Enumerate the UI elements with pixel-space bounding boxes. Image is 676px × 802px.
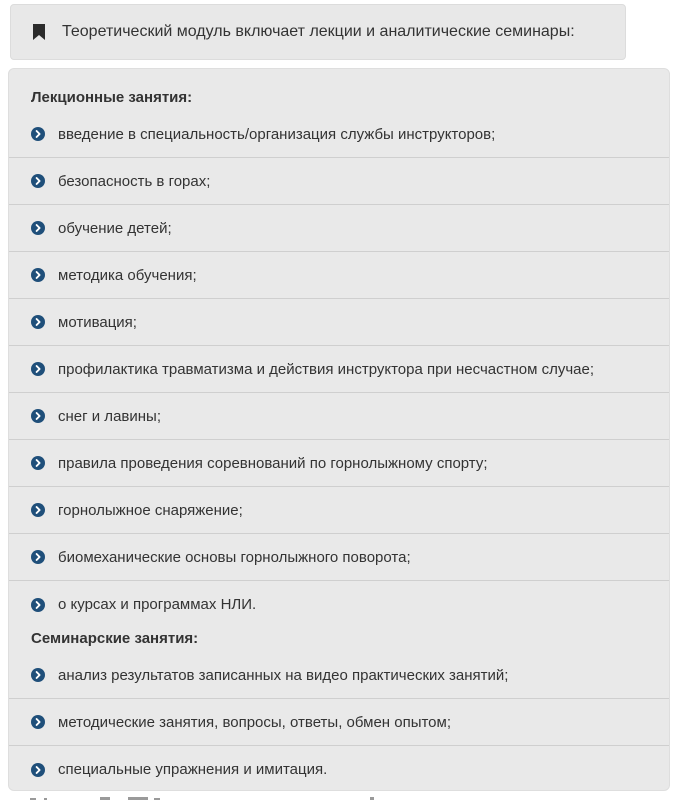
list-item: [9, 440, 669, 487]
chevron-circle-right-icon: [31, 362, 45, 376]
list-item: [9, 205, 669, 252]
list-item-text: правила проведения соревнований по горнолыжному спорту;: [58, 454, 488, 472]
list-item: [9, 487, 669, 534]
chevron-circle-right-icon: [31, 550, 45, 564]
chevron-circle-right-icon: [31, 174, 45, 188]
list-item: [9, 534, 669, 581]
list-item: [9, 346, 669, 393]
cropped-text-fragment: [30, 796, 390, 802]
list-item: [9, 581, 669, 628]
module-header-text: Теоретический модуль включает лекции и аналитические семинары:: [62, 23, 575, 40]
list-item: [9, 299, 669, 346]
list-item-text: горнолыжное снаряжение;: [58, 501, 243, 519]
seminars-title: Семинарские занятия:: [31, 630, 199, 647]
list-item: [9, 252, 669, 299]
list-item: [9, 652, 669, 699]
list-item-text: о курсах и программах НЛИ.: [58, 596, 257, 613]
chevron-circle-right-icon: [31, 456, 45, 470]
list-item-text: биомеханические основы горнолыжного поворота;: [58, 548, 411, 566]
chevron-circle-right-icon: [31, 409, 45, 423]
list-item-text: специальные упражнения и имитация.: [58, 761, 328, 778]
lectures-title: Лекционные занятия:: [31, 89, 193, 106]
list-item: [9, 158, 669, 205]
chevron-circle-right-icon: [31, 598, 45, 612]
list-item-text: снег и лавины;: [58, 407, 161, 425]
chevron-circle-right-icon: [31, 221, 45, 235]
bookmark-icon: [33, 24, 45, 40]
list-item-text: мотивация;: [58, 313, 137, 331]
list-item-text: методические занятия, вопросы, ответы, обмен опытом;: [58, 713, 452, 731]
list-item: [9, 746, 669, 791]
chevron-circle-right-icon: [31, 315, 45, 329]
list-item-text: профилактика травматизма и действия инструктора при несчастном случае;: [58, 360, 595, 378]
chevron-circle-right-icon: [31, 127, 45, 141]
chevron-circle-right-icon: [31, 268, 45, 282]
chevron-circle-right-icon: [31, 668, 45, 682]
modules-panel: [8, 68, 670, 791]
list-item-text: обучение детей;: [58, 219, 172, 237]
chevron-circle-right-icon: [31, 763, 45, 777]
list-item-text: методика обучения;: [58, 266, 197, 284]
module-header: [10, 4, 626, 60]
list-item: [9, 699, 669, 746]
list-item-text: безопасность в горах;: [58, 172, 211, 190]
list-item-text: введение в специальность/организация службы инструкторов;: [58, 125, 496, 143]
list-item: [9, 111, 669, 158]
list-item: [9, 393, 669, 440]
chevron-circle-right-icon: [31, 503, 45, 517]
chevron-circle-right-icon: [31, 715, 45, 729]
list-item-text: анализ результатов записанных на видео практических занятий;: [58, 666, 509, 684]
